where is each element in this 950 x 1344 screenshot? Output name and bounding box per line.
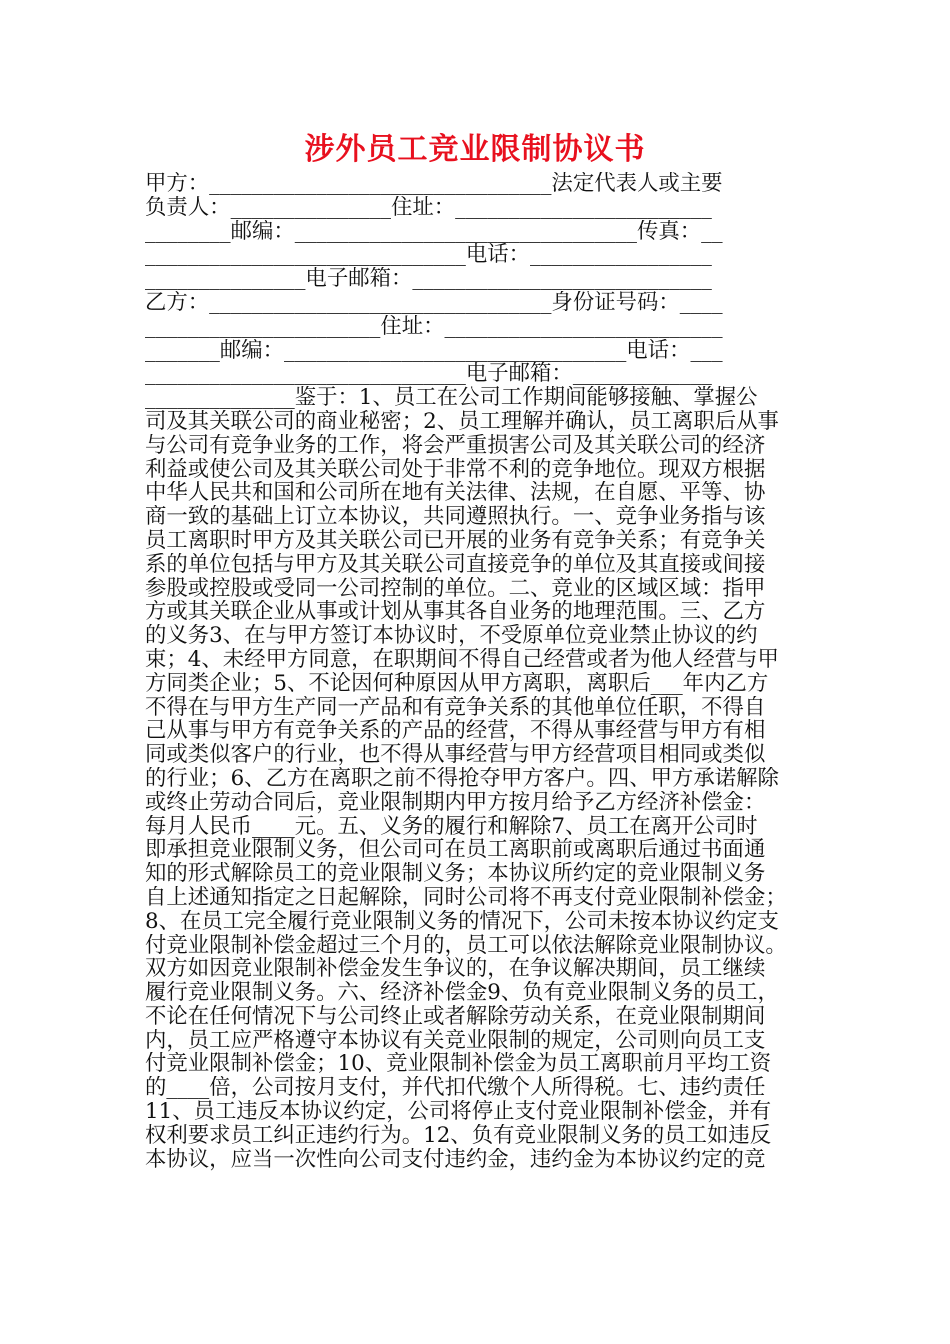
body-line: 利益或使公司及其关联公司处于非常不利的竞争地位。现双方根据 xyxy=(145,457,766,482)
body-line: 己从事与甲方有竞争关系的产品的经营，不得从事经营与甲方有相 xyxy=(145,719,766,744)
body-line: 系的单位包括与甲方及其关联公司直接竞争的单位及其直接或间接 xyxy=(145,552,766,577)
body-line: 自上述通知指定之日起解除，同时公司将不再支付竞业限制补偿金； xyxy=(145,885,787,910)
body-line: 甲方：________________________________法定代表人或主要 xyxy=(145,172,723,196)
body-line: ______________________________电话：_________________ xyxy=(145,243,712,268)
body-line: 每月人民币____元。五、义务的履行和解除7、员工在离开公司时 xyxy=(145,814,758,839)
body-line: 同或类似客户的行业，也不得从事经营与甲方经营项目相同或类似 xyxy=(145,743,766,767)
body-line: 参股或控股或受同一公司控制的单位。二、竞业的区域区域：指甲 xyxy=(145,576,766,601)
body-line: 不得在与甲方生产同一产品和有竞争关系的其他单位任职，不得自 xyxy=(145,695,766,720)
body-line: 负责人：_______________住址：________________________ xyxy=(145,195,712,220)
body-line: 履行竞业限制义务。六、经济补偿金9、负有竞业限制义务的员工， xyxy=(145,981,779,1005)
body-line: 与公司有竞争业务的工作，将会严重损害公司及其关联公司的经济 xyxy=(145,433,766,458)
body-line: ________邮编：________________________________传真：__ xyxy=(145,219,723,244)
body-line: 本协议，应当一次性向公司支付违约金，违约金为本协议约定的竞 xyxy=(145,1147,766,1172)
body-line: 司及其关联公司的商业秘密；2、员工理解并确认，员工离职后从事 xyxy=(145,409,779,434)
body-line: 束；4、未经甲方同意，在职期间不得自己经营或者为他人经营与甲 xyxy=(145,647,779,672)
body-line: 或终止劳动合同后，竞业限制期内甲方按月给予乙方经济补偿金： xyxy=(145,790,766,815)
body-line: 内，员工应严格遵守本协议有关竞业限制的规定，公司则向员工支 xyxy=(145,1028,766,1053)
body-line: 付竞业限制补偿金；10、竞业限制补偿金为员工离职前月平均工资 xyxy=(145,1052,772,1077)
body-line: ______________________住址：__________________________ xyxy=(145,314,723,339)
body-line: 商一致的基础上订立本协议，共同遵照执行。一、竞争业务指与该 xyxy=(145,505,766,529)
body-line: 11、员工违反本协议约定，公司将停止支付竞业限制补偿金，并有 xyxy=(145,1100,772,1124)
body-line: 的义务3、在与甲方签订本协议时，不受原单位竞业禁止协议的约 xyxy=(145,624,758,648)
body-line: 的____倍，公司按月支付，并代扣代缴个人所得税。七、违约责任 xyxy=(145,1076,766,1101)
body-line: _______邮编：________________________________电话：___ xyxy=(145,338,723,363)
body-line: ______________________________电子邮箱：_____________ xyxy=(145,362,712,387)
body-line: 付竞业限制补偿金超过三个月的，员工可以依法解除竞业限制协议。 xyxy=(145,933,787,958)
body-line: 知的形式解除员工的竞业限制义务；本协议所约定的竞业限制义务 xyxy=(145,862,766,886)
body-line: 双方如因竞业限制补偿金发生争议的，在争议解决期间，员工继续 xyxy=(145,957,766,982)
body-line: _______________电子邮箱：____________________________ xyxy=(145,267,712,291)
body-line: ______________鉴于：1、员工在公司工作期间能够接触、掌握公 xyxy=(145,386,758,410)
body-line: 方同类企业；5、不论因何种原因从甲方离职，离职后___年内乙方 xyxy=(145,671,769,696)
body-line: 8、在员工完全履行竞业限制义务的情况下，公司未按本协议约定支 xyxy=(145,909,779,934)
body-line: 不论在任何情况下与公司终止或者解除劳动关系，在竞业限制期间 xyxy=(145,1004,766,1029)
body-line: 乙方：________________________________身份证号码：____ xyxy=(145,290,723,315)
body-line: 即承担竞业限制义务，但公司可在员工离职前或离职后通过书面通 xyxy=(145,838,766,863)
document-body xyxy=(145,172,813,1171)
body-line: 员工离职时甲方及其关联公司已开展的业务有竞争关系；有竞争关 xyxy=(145,528,766,553)
document-title: 涉外员工竞业限制协议书 xyxy=(304,132,646,167)
body-line: 权利要求员工纠正违约行为。12、负有竞业限制义务的员工如违反 xyxy=(145,1123,772,1148)
body-line: 方或其关联企业从事或计划从事其各自业务的地理范围。三、乙方 xyxy=(145,600,766,625)
body-line: 的行业；6、乙方在离职之前不得抢夺甲方客户。四、甲方承诺解除 xyxy=(145,766,779,791)
body-line: 中华人民共和国和公司所在地有关法律、法规，在自愿、平等、协 xyxy=(145,481,766,506)
